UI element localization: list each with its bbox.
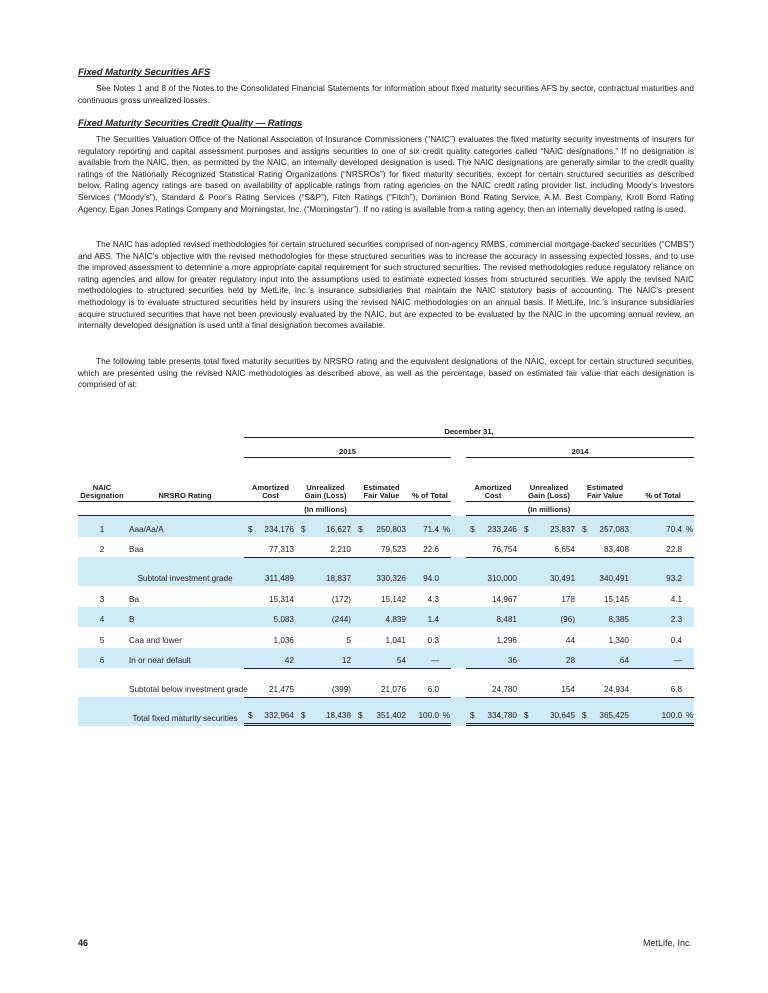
naic-designation-cell xyxy=(78,668,126,697)
dollar-sign: $ xyxy=(582,524,587,534)
cell-value: 94.0 xyxy=(423,574,439,583)
pct-total-2014-cell xyxy=(632,648,694,669)
amortized-cost-2015-cell xyxy=(244,557,297,586)
unrealized-gain-2015-cell xyxy=(297,516,354,537)
fair-value-2014-cell xyxy=(578,516,632,537)
pct-total-2015-header: % of Total xyxy=(409,458,451,502)
pct-total-2015-cell xyxy=(409,627,451,648)
cell-value: (399) xyxy=(331,685,351,694)
cell-value: 1,041 xyxy=(385,635,406,645)
cell-value: 234,176 xyxy=(264,524,294,534)
pct-total-2014-cell xyxy=(632,537,694,558)
table-row xyxy=(78,586,694,607)
cell-value: 100.0 xyxy=(418,711,439,720)
pct-total-2015-cell xyxy=(409,607,451,628)
amortized-cost-2014-cell xyxy=(466,607,520,628)
dollar-sign: $ xyxy=(248,711,253,720)
cell-value: 8,481 xyxy=(496,615,517,624)
percent-sign: % xyxy=(685,524,694,534)
naic-designation-cell: 1 xyxy=(78,516,126,537)
dollar-sign: $ xyxy=(582,711,587,720)
cell-value: 12 xyxy=(341,656,351,665)
pct-total-2015-cell xyxy=(409,537,451,558)
percent-sign: % xyxy=(685,711,694,720)
cell-value: (172) xyxy=(331,594,351,604)
cell-value: 330,326 xyxy=(376,574,406,583)
unrealized-gain-2015-cell xyxy=(297,697,354,726)
fair-value-2015-cell xyxy=(354,557,409,586)
naic-designation-cell: 2 xyxy=(99,545,105,554)
fair-value-2015-cell xyxy=(354,607,409,628)
paragraph-table-intro: The following table presents total fixed maturity securities by NRSRO rating and the equivalent designations of the NAIC, except for certain structured securities, which are presented using the revised NAIC methodologies as described above, as well as the percentage, based on estimated fair value that each designation is comprised of at: xyxy=(78,356,694,390)
cell-value: 6.8 xyxy=(670,685,683,694)
dollar-sign: $ xyxy=(248,524,253,534)
pct-total-2015-cell xyxy=(409,516,451,537)
cell-value: 1,340 xyxy=(608,635,629,645)
cell-value: 332,964 xyxy=(264,711,294,720)
cell-value: 1,296 xyxy=(496,635,517,645)
cell-value: 351,402 xyxy=(376,711,406,720)
unrealized-gain-2014-cell xyxy=(520,697,578,726)
amortized-cost-2014-cell xyxy=(466,668,520,697)
unrealized-gain-2014-cell xyxy=(520,537,578,558)
cell-value: 334,780 xyxy=(487,711,517,720)
column-gap xyxy=(451,627,466,648)
column-gap xyxy=(451,586,466,607)
fair-value-2014-cell xyxy=(578,586,632,607)
cell-value: 365,425 xyxy=(599,711,629,720)
pct-total-2015-cell xyxy=(409,586,451,607)
table-row xyxy=(78,516,694,537)
pct-total-2015-cell xyxy=(409,697,451,726)
cell-value: 21,475 xyxy=(268,685,294,694)
cell-value: 83,408 xyxy=(603,545,629,554)
table-row xyxy=(78,627,694,648)
cell-value: 250,803 xyxy=(376,524,406,534)
cell-value: 71.4 xyxy=(423,524,439,534)
amortized-cost-2014-header: Amortized Cost xyxy=(466,458,520,502)
amortized-cost-2015-header: Amortized Cost xyxy=(244,458,297,502)
fair-value-2014-cell xyxy=(578,607,632,628)
amortized-cost-2014-cell xyxy=(466,537,520,558)
fair-value-2015-cell xyxy=(354,537,409,558)
pct-total-2014-cell xyxy=(632,586,694,607)
fair-value-2015-cell xyxy=(354,627,409,648)
pct-total-2014-cell xyxy=(632,697,694,726)
unrealized-gain-2015-cell xyxy=(297,607,354,628)
column-gap xyxy=(451,516,466,537)
cell-value: 6.0 xyxy=(427,685,439,694)
cell-value: 54 xyxy=(396,656,406,665)
amortized-cost-2014-cell xyxy=(466,648,520,669)
nrsro-rating-cell: Ba xyxy=(129,594,140,604)
amortized-cost-2014-cell xyxy=(466,557,520,586)
cell-value: 4.1 xyxy=(670,594,683,604)
cell-value: 64 xyxy=(619,656,629,665)
paragraph-revised-methodologies: The NAIC has adopted revised methodologies for certain structured securities comprised of non-agency RMBS, commercial mortgage-backed securities (“CMBS”) and ABS. The NAIC’s objective with the revised methodologies for these structured securities was to increase the accuracy in assessing expected losses, and to use the improved assessment to determine a more appropriate capital requirement for such structured securities. The revised methodologies reduce regulatory reliance on rating agencies and allow for greater regulatory input into the assumptions used to estimate expected losses from structured securities. We apply the revised NAIC methodologies to structured securities held by MetLife, Inc.’s insurance subsidiaries that maintain the NAIC statutory basis of accounting. The NAIC’s present methodology is to evaluate structured securities held by insurers using the revised NAIC methodologies on an annual basis. If MetLife, Inc.’s insurance subsidiaries acquire structured securities that have not been previously evaluated by the NAIC, but are expected to be evaluated by the NAIC in the upcoming annual review, an internally developed designation is used until a final designation becomes available. xyxy=(78,239,694,331)
paragraph-afs-notes: See Notes 1 and 8 of the Notes to the Consolidated Financial Statements for information about fixed maturity securities AFS by sector, contractual maturities and continuous gross unrealized losses. xyxy=(78,83,694,105)
nrsro-rating-cell: Total fixed maturity securities xyxy=(126,697,244,726)
cell-value: 15,142 xyxy=(380,594,406,604)
fair-value-2014-cell xyxy=(578,648,632,669)
cell-value: 0.3 xyxy=(427,635,439,645)
amortized-cost-2015-cell xyxy=(244,627,297,648)
cell-value: 5,083 xyxy=(273,615,294,624)
nrsro-rating-header: NRSRO Rating xyxy=(126,458,244,502)
pct-total-2015-cell xyxy=(409,648,451,669)
unrealized-gain-2014-cell xyxy=(520,607,578,628)
cell-value: 70.4 xyxy=(666,524,683,534)
fair-value-2015-header: Estimated Fair Value xyxy=(354,458,409,502)
subtotal-row xyxy=(78,557,694,586)
fair-value-2015-cell xyxy=(354,648,409,669)
unrealized-gain-2015-cell xyxy=(297,648,354,669)
cell-value: 22.8 xyxy=(666,545,683,554)
cell-value: 21,076 xyxy=(380,685,406,694)
fair-value-2015-cell xyxy=(354,668,409,697)
fair-value-2014-cell xyxy=(578,557,632,586)
fair-value-2014-cell xyxy=(578,697,632,726)
amortized-cost-2015-cell xyxy=(244,697,297,726)
cell-value: 30,491 xyxy=(549,574,575,583)
pct-total-2014-cell xyxy=(632,516,694,537)
unrealized-gain-2015-cell xyxy=(297,668,354,697)
subtotal-row xyxy=(78,697,694,726)
fair-value-2014-cell xyxy=(578,537,632,558)
naic-designation-cell xyxy=(78,557,126,586)
cell-value: 93.2 xyxy=(666,574,683,583)
amortized-cost-2014-cell xyxy=(466,627,520,648)
nrsro-rating-cell: Caa and lower xyxy=(129,635,182,645)
cell-value: 4.3 xyxy=(427,594,439,604)
heading-fixed-maturity-afs: Fixed Maturity Securities AFS xyxy=(78,67,211,78)
table-row xyxy=(78,648,694,669)
pct-total-2015-cell xyxy=(409,668,451,697)
naic-designation-header: NAIC Designation xyxy=(78,458,126,502)
column-gap xyxy=(451,557,466,586)
column-gap xyxy=(451,668,466,697)
amortized-cost-2015-cell xyxy=(244,648,297,669)
cell-value: 257,083 xyxy=(599,524,629,534)
unrealized-gain-2014-cell xyxy=(520,627,578,648)
unrealized-gain-2015-cell xyxy=(297,627,354,648)
unrealized-gain-2015-cell xyxy=(297,586,354,607)
fair-value-2015-cell xyxy=(354,516,409,537)
dollar-sign: $ xyxy=(524,524,529,534)
cell-value: — xyxy=(673,656,683,665)
column-gap xyxy=(451,648,466,669)
dollar-sign: $ xyxy=(358,711,363,720)
pct-total-2014-cell xyxy=(632,607,694,628)
pct-total-2014-cell xyxy=(632,557,694,586)
amortized-cost-2015-cell xyxy=(244,668,297,697)
nrsro-rating-cell: Aaa/Aa/A xyxy=(126,516,244,537)
amortized-cost-2015-cell xyxy=(244,537,297,558)
unrealized-gain-2014-cell xyxy=(520,586,578,607)
cell-value: 42 xyxy=(284,656,294,665)
cell-value: 154 xyxy=(561,685,575,694)
cell-value: 100.0 xyxy=(661,711,683,720)
cell-value: 5 xyxy=(346,635,351,645)
unrealized-gain-2014-header: Unrealized Gain (Loss) xyxy=(520,458,578,502)
unrealized-gain-2015-cell xyxy=(297,537,354,558)
amortized-cost-2014-cell xyxy=(466,586,520,607)
nrsro-rating-cell: Subtotal below investment grade xyxy=(129,684,248,694)
dollar-sign: $ xyxy=(358,524,363,534)
cell-value: 15,314 xyxy=(268,594,294,604)
cell-value: 24,934 xyxy=(603,685,629,694)
fair-value-2014-cell xyxy=(578,627,632,648)
column-gap xyxy=(451,697,466,726)
cell-value: 36 xyxy=(507,656,517,665)
cell-value: — xyxy=(430,656,439,665)
cell-value: 2.3 xyxy=(670,615,683,624)
amortized-cost-2014-cell xyxy=(466,516,520,537)
cell-value: 18,438 xyxy=(325,711,351,720)
dollar-sign: $ xyxy=(470,524,475,534)
column-gap xyxy=(451,607,466,628)
unrealized-gain-2015-cell xyxy=(297,557,354,586)
nrsro-rating-cell: Subtotal investment grade xyxy=(126,557,244,586)
naic-designation-cell: 6 xyxy=(78,648,126,669)
amortized-cost-2015-cell xyxy=(244,516,297,537)
heading-credit-quality: Fixed Maturity Securities Credit Quality — Ratings xyxy=(78,118,303,129)
cell-value: 79,523 xyxy=(380,545,406,554)
cell-value: 0.4 xyxy=(670,635,683,645)
amortized-cost-2014-cell xyxy=(466,697,520,726)
table-row xyxy=(78,537,694,558)
cell-value: 6,654 xyxy=(554,545,575,554)
paragraph-naic-overview: The Securities Valuation Office of the National Association of Insurance Commissioners (“NAIC”) evaluates the fixed maturity security investments of insurers for regulatory reporting and capital assessment purposes and assigns securities to one of six credit quality categories called “NAIC designations.” If no designation is available from the NAIC, then, as permitted by the NAIC, an internally developed designation is used. The NAIC designations are generally similar to the credit quality ratings of the Nationally Recognized Statistical Rating Organizations (“NRSROs”) for fixed maturity securities, except for certain structured securities as described below. Rating agency ratings are based on availability of applicable ratings from rating agencies on the NAIC credit rating provider list, including Moody’s Investors Services (“Moody’s”), Standard & Poor’s Rating Services (“S&P”), Fitch Ratings (“Fitch”), Dominion Bond Rating Service, A.M. Best Company, Kroll Bond Rating Agency, Egan Jones Ratings Company and Morningstar, Inc. (“Morningstar”). If no rating is available from a rating agency, then an internally developed rating is used. xyxy=(78,134,694,214)
period-header: December 31, xyxy=(244,420,694,438)
pct-total-2014-cell xyxy=(632,668,694,697)
pct-total-2015-cell xyxy=(409,557,451,586)
credit-quality-table xyxy=(78,420,694,726)
cell-value: 14,967 xyxy=(491,594,517,604)
dollar-sign: $ xyxy=(524,711,529,720)
nrsro-rating-cell: B xyxy=(126,607,244,628)
cell-value: 16,627 xyxy=(325,524,351,534)
cell-value: 22.6 xyxy=(423,545,439,554)
cell-value: 2,210 xyxy=(330,545,351,554)
dollar-sign: $ xyxy=(301,524,306,534)
cell-value: 4,839 xyxy=(385,615,406,624)
naic-designation-cell xyxy=(78,697,126,726)
percent-sign: % xyxy=(442,711,450,720)
amortized-cost-2015-cell xyxy=(244,586,297,607)
naic-designation-cell: 5 xyxy=(99,635,105,645)
fair-value-2014-cell xyxy=(578,668,632,697)
cell-value: 44 xyxy=(565,635,575,645)
naic-designation-cell: 3 xyxy=(99,594,105,604)
cell-value: 1,036 xyxy=(273,635,294,645)
unrealized-gain-2015-header: Unrealized Gain (Loss) xyxy=(297,458,354,502)
cell-value: 77,313 xyxy=(268,545,294,554)
cell-value: 1.4 xyxy=(427,615,439,624)
fair-value-2014-header: Estimated Fair Value xyxy=(578,458,632,502)
cell-value: 24,780 xyxy=(491,685,517,694)
unrealized-gain-2014-cell xyxy=(520,516,578,537)
fair-value-2015-cell xyxy=(354,586,409,607)
percent-sign: % xyxy=(442,524,450,534)
cell-value: 23,837 xyxy=(549,524,575,534)
year-2015-header: 2015 xyxy=(244,438,451,458)
amortized-cost-2015-cell xyxy=(244,607,297,628)
cell-value: (96) xyxy=(560,615,575,624)
cell-value: 340,491 xyxy=(599,574,629,583)
unrealized-gain-2014-cell xyxy=(520,557,578,586)
page-number: 46 xyxy=(78,938,89,948)
nrsro-rating-cell: Baa xyxy=(129,545,144,554)
pct-total-2014-cell xyxy=(632,627,694,648)
unrealized-gain-2014-cell xyxy=(520,648,578,669)
dollar-sign: $ xyxy=(301,711,306,720)
cell-value: 310,000 xyxy=(487,574,517,583)
footer-company: MetLife, Inc. xyxy=(642,938,692,948)
column-gap xyxy=(451,537,466,558)
dollar-sign: $ xyxy=(470,711,475,720)
cell-value: 76,754 xyxy=(491,545,517,554)
units-2014: (In millions) xyxy=(520,502,578,516)
units-2015: (In millions) xyxy=(297,502,354,516)
cell-value: 178 xyxy=(561,594,575,604)
cell-value: 18,837 xyxy=(325,574,351,583)
naic-designation-cell: 4 xyxy=(78,607,126,628)
nrsro-rating-cell: In or near default xyxy=(126,648,244,669)
pct-total-2014-header: % of Total xyxy=(632,458,694,502)
unrealized-gain-2014-cell xyxy=(520,668,578,697)
cell-value: 8,385 xyxy=(608,615,629,624)
cell-value: 15,145 xyxy=(603,594,629,604)
subtotal-row xyxy=(78,668,694,697)
cell-value: (244) xyxy=(331,615,351,624)
fair-value-2015-cell xyxy=(354,697,409,726)
cell-value: 311,489 xyxy=(265,574,294,583)
table-row xyxy=(78,607,694,628)
cell-value: 28 xyxy=(565,656,575,665)
cell-value: 30,645 xyxy=(549,711,575,720)
cell-value: 233,246 xyxy=(487,524,517,534)
year-2014-header: 2014 xyxy=(466,438,694,458)
